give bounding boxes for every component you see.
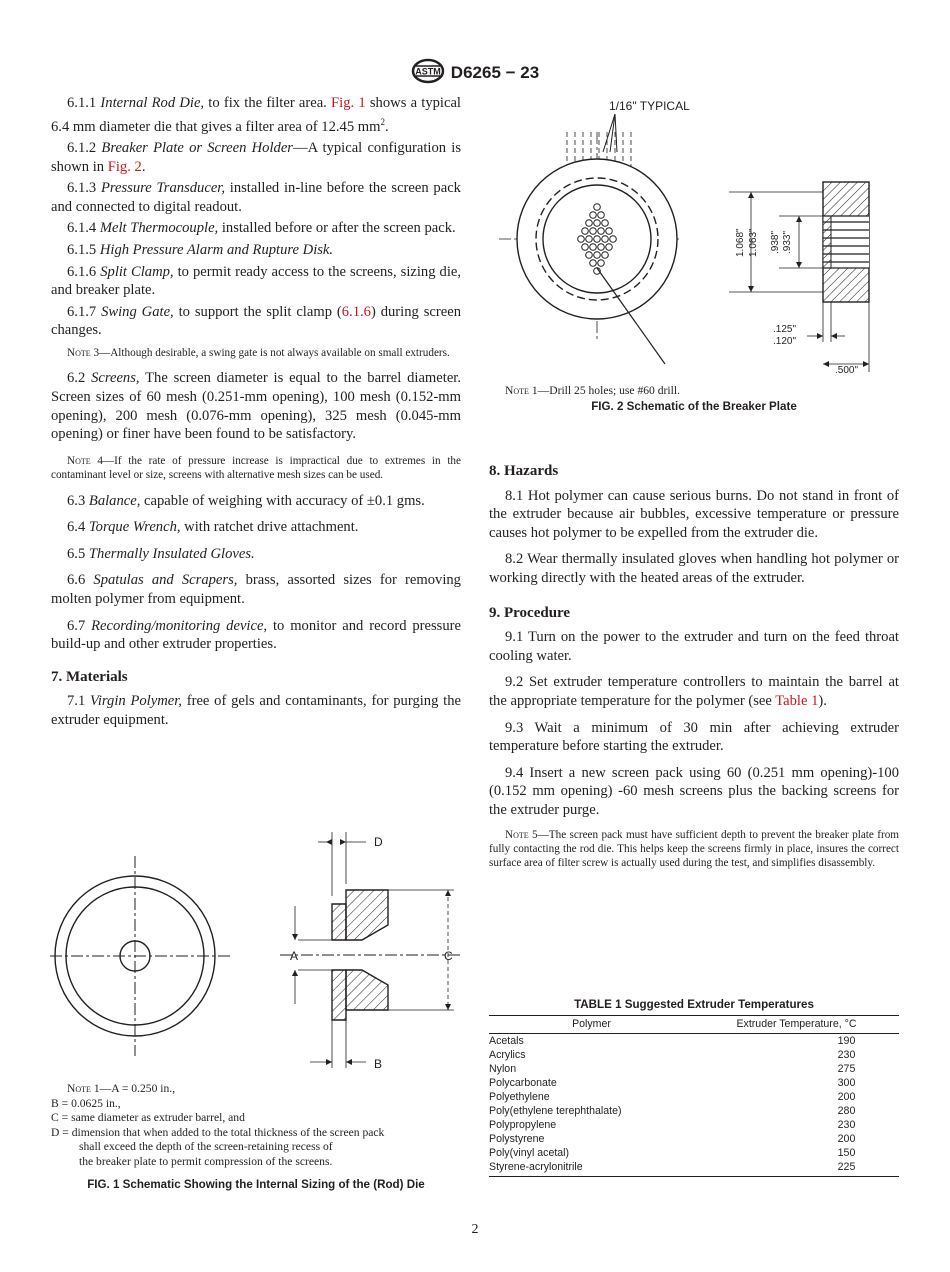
table-row — [489, 1132, 899, 1146]
svg-text:.933": .933" — [782, 230, 793, 254]
note-4: Note 4—If the rate of pressure increase is impractical due to extremes in the contaminant level or size, screens with alternative mesh sizes can be used. — [51, 454, 461, 482]
astm-logo — [411, 58, 445, 89]
table-row — [489, 1034, 899, 1049]
document-designation: D6265 − 23 — [450, 62, 540, 82]
para-7-1: 7.1 Virgin Polymer, free of gels and contaminants, for purging the extruder equipment. — [51, 693, 461, 728]
drill-hole — [582, 244, 589, 251]
table-cell-polymer: Poly(vinyl acetal) — [489, 1147, 570, 1159]
fig2-side-view — [729, 182, 869, 372]
para-6-1-7: 6.1.7 Swing Gate, to support the split clamp (6.1.6) during screen changes. — [51, 303, 461, 339]
table-row — [489, 1160, 899, 1177]
fig2-typical-label: 1/16" TYPICAL — [609, 99, 690, 113]
drill-hole — [590, 244, 597, 251]
drill-hole — [582, 228, 589, 235]
para-6-7: 6.7 Recording/monitoring device, to monitor and record pressure build-up and other extruder properties. — [51, 617, 461, 653]
svg-text:1.068": 1.068" — [735, 228, 746, 257]
fig2-drawing — [489, 92, 899, 382]
left-column — [51, 94, 461, 733]
drill-hole — [578, 236, 585, 243]
table-cell-polymer: Polyethylene — [489, 1091, 550, 1103]
table-row — [489, 1076, 899, 1090]
table-cell-temp: 230 — [837, 1119, 856, 1131]
table-cell-temp: 200 — [837, 1091, 856, 1103]
table-cell-polymer: Polypropylene — [489, 1119, 557, 1131]
drill-hole — [590, 260, 597, 267]
table-cell-polymer: Styrene-acrylonitrile — [489, 1160, 694, 1177]
table1-grid — [489, 1015, 899, 1177]
para-6-1-2: 6.1.2 Breaker Plate or Screen Holder—A typical configuration is shown in Fig. 2. — [51, 140, 461, 175]
table1-header-temp: Extruder Temperature, °C — [694, 1016, 899, 1034]
para-9-3: 9.3 Wait a minimum of 30 min after achieving extruder temperature before starting the extruder. — [489, 719, 899, 755]
para-6-1-4: 6.1.4 Melt Thermocouple, installed before or after the screen pack. — [67, 220, 456, 237]
page-number: 2 — [471, 1222, 479, 1237]
table1-header-polymer: Polymer — [489, 1016, 694, 1034]
note-3: Note 3—Although desirable, a swing gate is not always available on small extruders. — [67, 346, 450, 359]
svg-text:.500": .500" — [835, 365, 859, 376]
note-5: Note 5—The screen pack must have sufficient depth to prevent the breaker plate from fully contacting the rod die. This helps keep the screens firmly in place, insures the correct surface area of filter screw is actually used during the test, and simplifies disassembly. — [489, 828, 899, 870]
fig2-caption: FIG. 2 Schematic of the Breaker Plate — [591, 399, 797, 413]
para-6-6: 6.6 Spatulas and Scrapers, brass, assorted sizes for removing molten polymer from equipment. — [51, 572, 461, 607]
fig1-front-view — [50, 856, 230, 1056]
table-cell-temp: 150 — [837, 1147, 856, 1159]
table-cell-polymer: Nylon — [489, 1063, 517, 1075]
drill-hole — [586, 252, 593, 259]
svg-text:.125": .125" — [773, 324, 797, 335]
para-6-4: 6.4 Torque Wrench, with ratchet drive attachment. — [67, 519, 359, 536]
table-row — [489, 1118, 899, 1132]
fig2-note: Note 1—Drill 25 holes; use #60 drill. — [505, 384, 680, 397]
drill-hole — [586, 236, 593, 243]
table-cell-polymer: Acrylics — [489, 1049, 526, 1061]
drill-hole — [594, 220, 601, 227]
table1-link[interactable]: Table 1 — [775, 692, 819, 709]
table-cell-temp: 280 — [837, 1105, 856, 1117]
drill-hole — [598, 212, 605, 219]
fig1-link[interactable]: Fig. 1 — [331, 95, 366, 111]
drill-hole — [586, 220, 593, 227]
right-column — [489, 450, 899, 880]
table-row — [489, 1048, 899, 1062]
para-6-2: 6.2 Screens, The screen diameter is equal to the barrel diameter. Screen sizes of 60 mesh (0.251-mm opening), 100 mesh (0.152-mm opening), 200 mesh (0.076-mm opening), 325 mesh (0.045-mm opening) or finer have been found to be satisfactory. — [51, 370, 461, 443]
drill-hole — [594, 252, 601, 259]
para-6-1-3: 6.1.3 Pressure Transducer, installed in-line before the screen pack and connected to digital readout. — [51, 180, 461, 215]
drill-hole — [598, 244, 605, 251]
fig1-section-view — [280, 832, 460, 1068]
table-cell-temp: 190 — [837, 1035, 856, 1047]
drill-hole — [598, 260, 605, 267]
table-row — [489, 1146, 899, 1160]
drill-hole — [594, 236, 601, 243]
para-9-4: 9.4 Insert a new screen pack using 60 (0.251 mm opening)-100 (0.152 mm opening) -60 mesh screens plus the backing screens for the extruder purge. — [489, 764, 899, 818]
para-9-2: 9.2 Set extruder temperature controllers to maintain the barrel at the appropriate temperature for the polymer (see Table 1). — [489, 674, 899, 709]
table-cell-temp: 275 — [837, 1063, 856, 1075]
para-6-1-5: 6.1.5 High Pressure Alarm and Rupture Disk. — [67, 242, 334, 259]
table-cell-temp: 225 — [694, 1160, 899, 1177]
para-8-2: 8.2 Wear thermally insulated gloves when handling hot polymer or working directly with the heated areas of the extruder. — [489, 551, 899, 586]
para-9-1: 9.1 Turn on the power to the extruder and turn on the feed throat cooling water. — [489, 629, 899, 664]
svg-text:1.063": 1.063" — [748, 228, 759, 257]
section-6-1-6-link[interactable]: 6.1.6 — [341, 303, 371, 320]
table-cell-polymer: Poly(ethylene terephthalate) — [489, 1105, 622, 1117]
para-6-3: 6.3 Balance, capable of weighing with accuracy of ±0.1 gms. — [67, 492, 425, 509]
drill-hole — [610, 236, 617, 243]
fig1-drawing — [40, 828, 470, 1078]
table-cell-polymer: Polycarbonate — [489, 1077, 557, 1089]
drill-hole — [602, 236, 609, 243]
drill-hole — [602, 252, 609, 259]
table-row — [489, 1062, 899, 1076]
table-cell-polymer: Acetals — [489, 1035, 524, 1047]
table-cell-temp: 300 — [837, 1077, 856, 1089]
para-6-1-1: 6.1.1 Internal Rod Die, to fix the filter area. Fig. 1 shows a typical 6.4 mm diameter die that gives a filter area of 12.45 $mm^2$. — [51, 95, 461, 135]
table1-title: TABLE 1 Suggested Extruder Temperatures — [574, 998, 814, 1011]
fig2-link[interactable]: Fig. 2 — [107, 158, 142, 175]
table-cell-temp: 200 — [837, 1133, 856, 1145]
drill-hole — [606, 244, 613, 251]
svg-text:ASTM: ASTM — [415, 66, 441, 77]
heading-7-materials: 7. Materials — [51, 668, 128, 685]
drill-hole — [602, 220, 609, 227]
fig1-label-d: D — [374, 835, 383, 849]
table-cell-temp: 230 — [837, 1049, 856, 1061]
para-8-1: 8.1 Hot polymer can cause serious burns. Do not stand in front of the extruder because air bubbles, excessive temperature or pressure causes hot polymer to be expelled from the extruder die. — [489, 487, 899, 541]
para-6-1-6: 6.1.6 Split Clamp, to permit ready access to the screens, sizing die, and breaker plate. — [51, 263, 461, 299]
table-row — [489, 1090, 899, 1104]
drill-hole — [594, 204, 601, 211]
heading-8-hazards: 8. Hazards — [489, 463, 559, 479]
svg-text:.938": .938" — [770, 230, 781, 254]
table-row — [489, 1104, 899, 1118]
drill-hole — [606, 228, 613, 235]
table-cell-polymer: Polystyrene — [489, 1133, 545, 1145]
fig1-label-b: B — [374, 1057, 383, 1071]
fig1-label-a: A — [290, 949, 299, 963]
fig1-note: Note 1—A = 0.250 in., B = 0.0625 in., C = same diameter as extruder barrel, and D = dimension that when added to the total thickness of the screen pack shall exceed the depth of the screen-retaining recess of the breaker plate to permit compression of the screens. — [51, 1082, 385, 1168]
drill-hole — [598, 228, 605, 235]
drill-hole — [590, 228, 597, 235]
fig1-label-c: C — [444, 949, 453, 963]
table1 — [489, 998, 899, 1177]
drill-hole — [590, 212, 597, 219]
para-6-5: 6.5 Thermally Insulated Gloves. — [67, 545, 255, 562]
fig2-note-block — [489, 384, 899, 413]
fig1-caption: FIG. 1 Schematic Showing the Internal Sizing of the (Rod) Die — [87, 1178, 425, 1191]
page-header — [0, 58, 950, 89]
svg-text:.120": .120" — [773, 336, 797, 347]
heading-9-procedure: 9. Procedure — [489, 604, 571, 621]
